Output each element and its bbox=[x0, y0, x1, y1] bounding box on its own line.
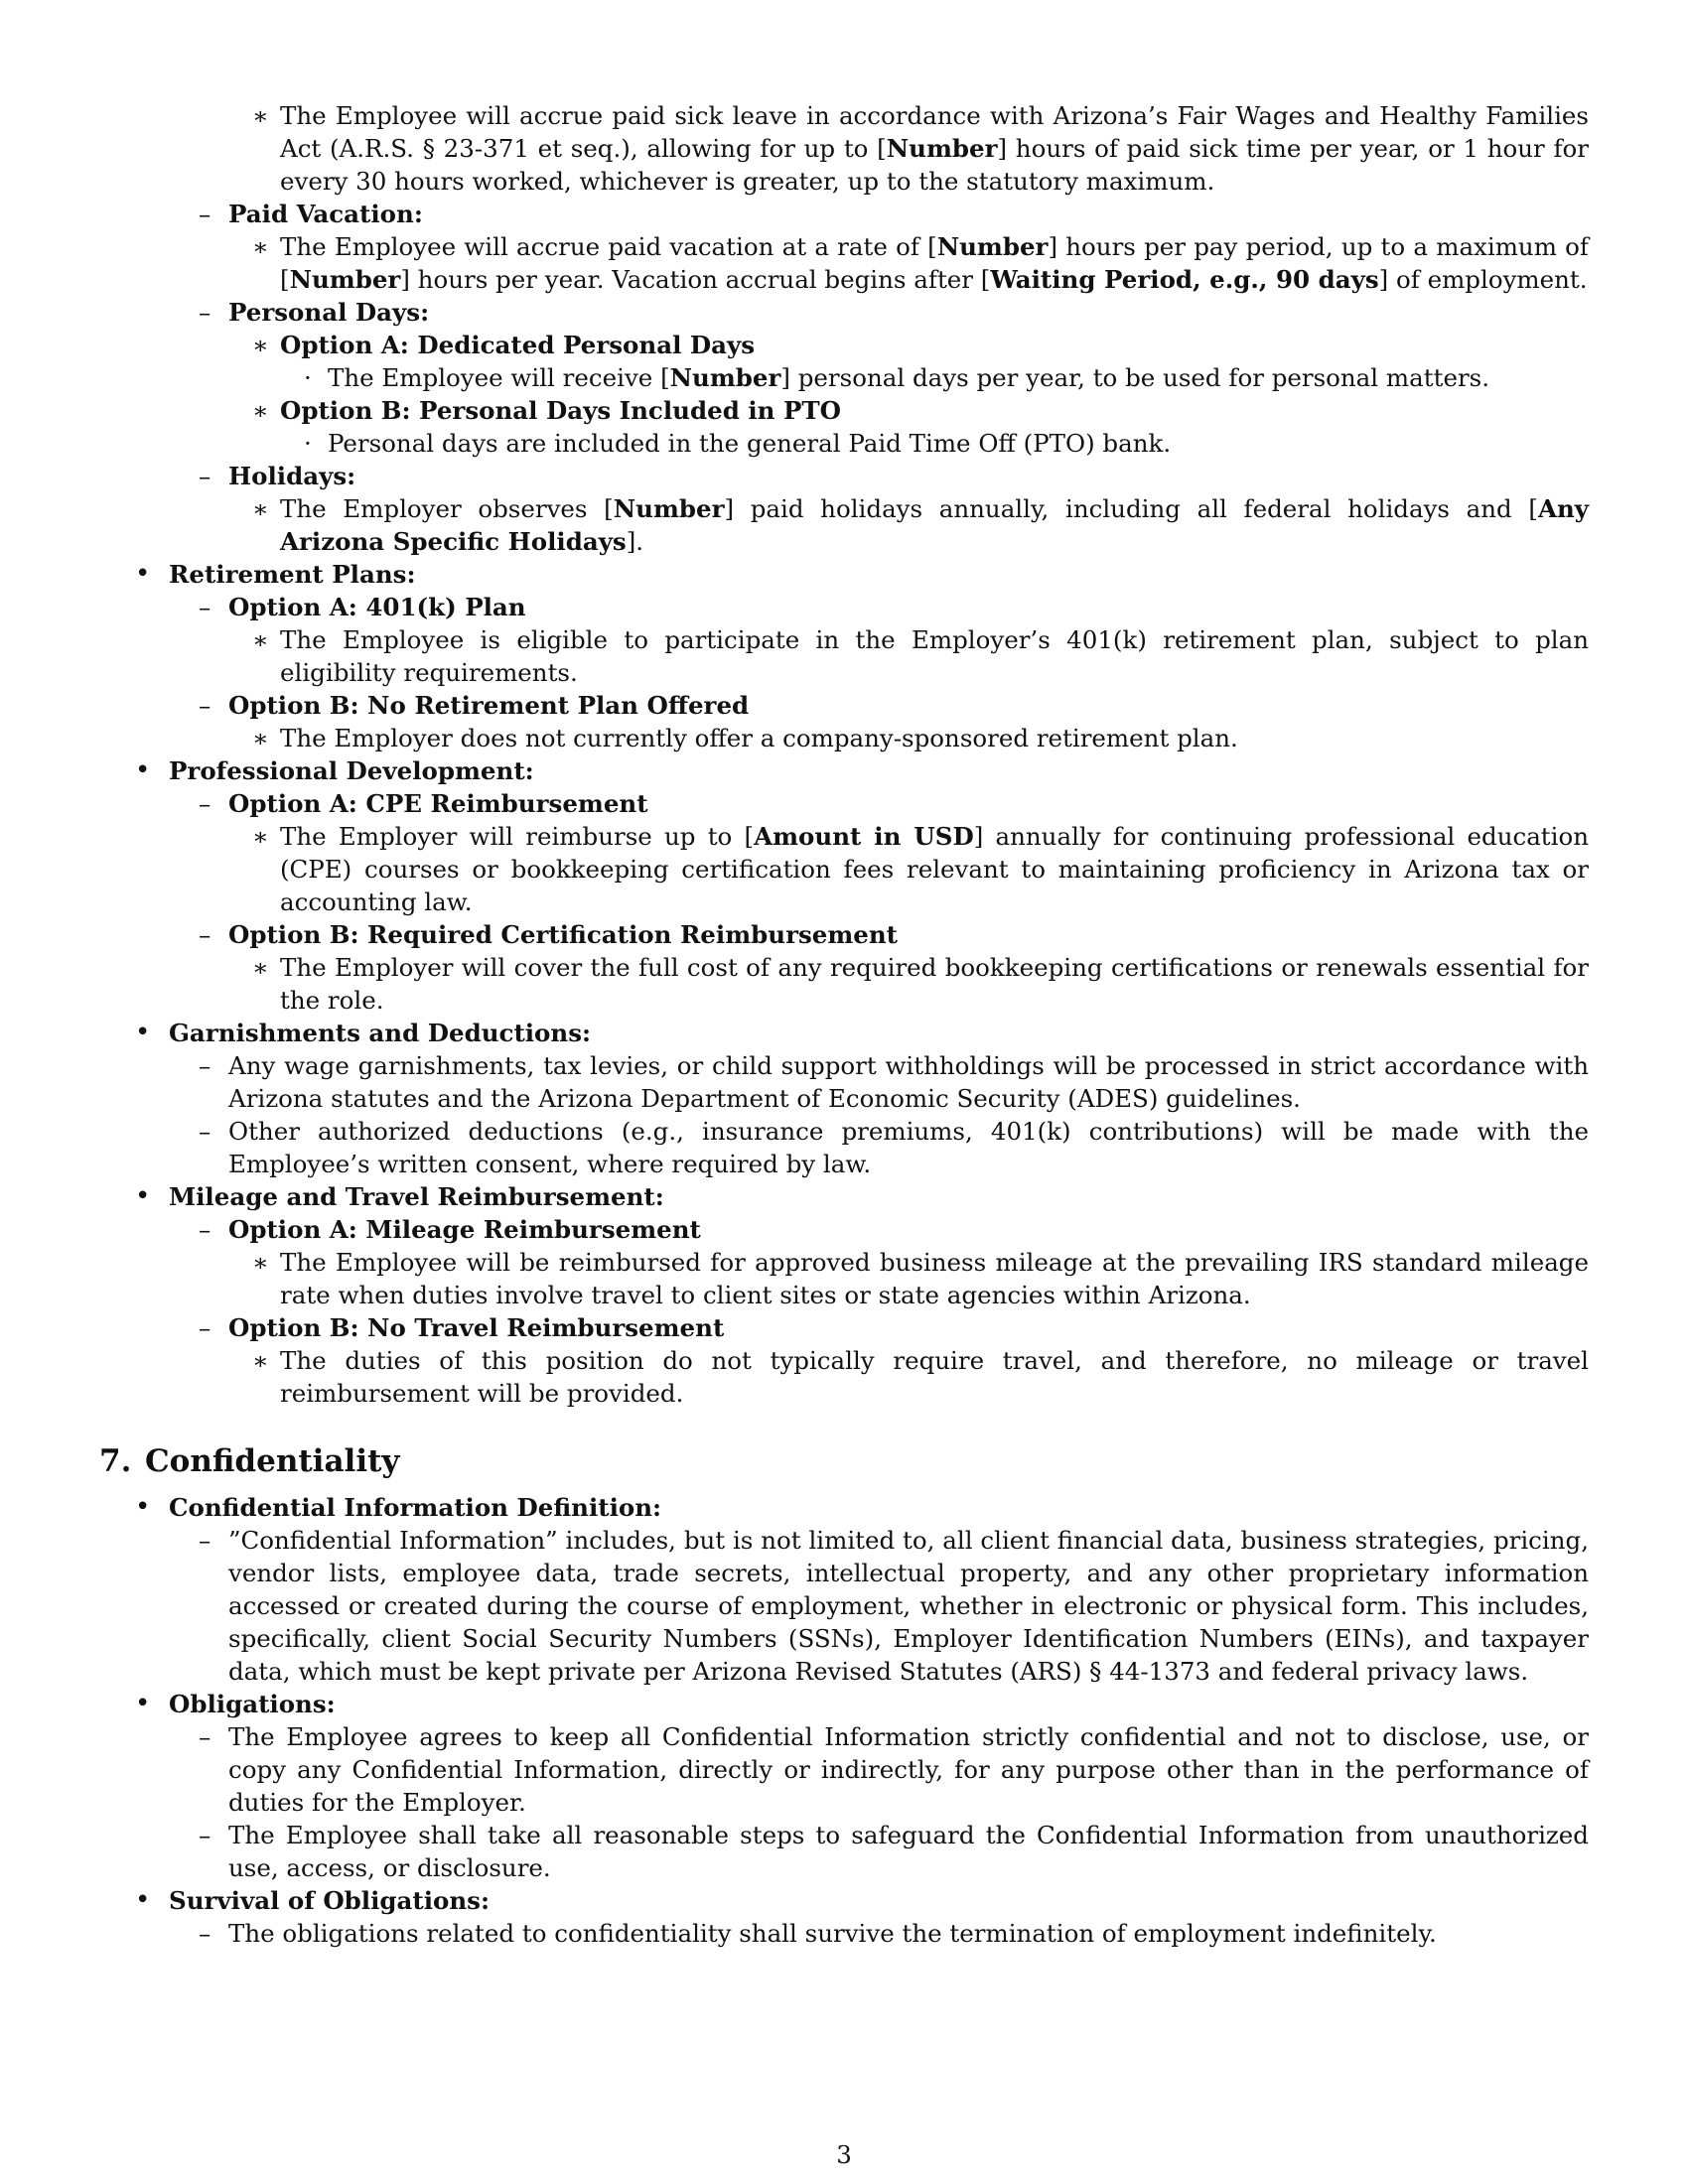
list-item-level-2 bbox=[199, 1213, 1589, 1246]
text-run: The Employee will be reimbursed for approved business mileage at the prevailing IRS standard mileage rate when duties involve travel to client sites or state agencies within Arizona. bbox=[280, 1248, 1589, 1309]
bullet-marker: – bbox=[199, 1821, 211, 1849]
list-item-level-2 bbox=[199, 198, 1589, 230]
bullet-marker: ∗ bbox=[252, 822, 269, 851]
list-item-level-3 bbox=[252, 329, 1589, 361]
bold-text: Paid Vacation: bbox=[228, 200, 423, 228]
list-item-level-2 bbox=[199, 591, 1589, 623]
bold-text: Number bbox=[289, 265, 401, 294]
list-item-level-1 bbox=[135, 1491, 1589, 1524]
bullet-marker: • bbox=[135, 1181, 151, 1211]
bullet-marker: • bbox=[135, 559, 151, 589]
bullet-marker: – bbox=[199, 1215, 211, 1244]
bullet-marker: • bbox=[135, 1018, 151, 1047]
bullet-marker: – bbox=[199, 1313, 211, 1342]
list-item-level-4 bbox=[304, 427, 1589, 460]
list-item-level-3 bbox=[252, 722, 1589, 754]
bold-text: Option A: Dedicated Personal Days bbox=[280, 331, 756, 359]
bold-text: Option B: No Retirement Plan Offered bbox=[228, 691, 750, 720]
page-content bbox=[99, 99, 1589, 1950]
bullet-marker: – bbox=[199, 691, 211, 720]
confidentiality-list bbox=[99, 1491, 1589, 1950]
text-run: ] personal days per year, to be used for personal matters. bbox=[780, 363, 1490, 392]
list-item-level-1 bbox=[135, 1688, 1589, 1720]
bold-text: Personal Days: bbox=[228, 298, 430, 327]
bullet-marker: – bbox=[199, 1722, 211, 1751]
text-run: The Employee will accrue paid vacation at a rate of [ bbox=[280, 232, 937, 261]
text-run: ] hours per pay period, up to a maximum of [ bbox=[280, 232, 1590, 294]
bullet-marker: – bbox=[199, 920, 211, 949]
page-number: 3 bbox=[836, 2140, 852, 2169]
text-run: ] paid holidays annually, including all federal holidays and [ bbox=[724, 494, 1538, 523]
list-item-level-1 bbox=[135, 1017, 1589, 1049]
bold-text: Retirement Plans: bbox=[169, 560, 416, 589]
list-item-level-4 bbox=[304, 361, 1589, 394]
text-run: The Employer will cover the full cost of any required bookkeeping certifications or renewals essential for the role. bbox=[280, 953, 1589, 1015]
bold-text: Number bbox=[669, 363, 781, 392]
bullet-marker: ∗ bbox=[252, 724, 269, 752]
bullet-marker: ∗ bbox=[252, 232, 269, 261]
text-run: Any wage garnishments, tax levies, or child support withholdings will be processed in strict accordance with Arizona statutes and the Arizona Department of Economic Security (ADES) guidelines. bbox=[228, 1051, 1589, 1113]
text-run: ]. bbox=[626, 527, 644, 556]
bold-text: Obligations: bbox=[169, 1690, 336, 1718]
list-item-level-3 bbox=[252, 99, 1589, 198]
benefits-list-continued bbox=[99, 99, 1589, 1410]
section-number: 7. bbox=[99, 1443, 132, 1479]
list-item-level-2 bbox=[199, 1524, 1589, 1688]
bullet-marker: • bbox=[135, 1492, 151, 1522]
bullet-marker: – bbox=[199, 462, 211, 490]
list-item-level-3 bbox=[252, 820, 1590, 918]
bold-text: Option A: CPE Reimbursement bbox=[228, 789, 648, 818]
list-item-level-2 bbox=[199, 296, 1589, 329]
bullet-marker: • bbox=[135, 755, 151, 785]
list-item-level-2 bbox=[199, 1819, 1589, 1884]
list-item-level-1 bbox=[135, 754, 1589, 787]
bullet-marker: • bbox=[135, 1885, 151, 1915]
bold-text: Mileage and Travel Reimbursement: bbox=[169, 1182, 664, 1211]
list-item-level-1 bbox=[135, 558, 1589, 591]
list-item-level-2 bbox=[199, 1115, 1589, 1180]
text-run: ”Confidential Information” includes, but is not limited to, all client financial data, business strategies, pricing, vendor lists, employee data, trade secrets, intellectual property, and any other proprietary information accessed or created during the course of employment, whether in electronic or physical form. This includes, specifically, client Social Security Numbers (SSNs), Employer Identification Numbers (EINs), and taxpayer data, which must be kept private per Arizona Revised Statutes (ARS) § 44-1373 and federal privacy laws. bbox=[228, 1526, 1589, 1686]
bullet-marker: ∗ bbox=[252, 331, 269, 359]
bullet-marker: ∗ bbox=[252, 953, 269, 982]
bold-text: Survival of Obligations: bbox=[169, 1886, 491, 1915]
list-item-level-1 bbox=[135, 1884, 1589, 1917]
bold-text: Waiting Period, e.g., 90 days bbox=[990, 265, 1379, 294]
list-item-level-3 bbox=[252, 394, 1589, 427]
bold-text: Number bbox=[613, 494, 725, 523]
bullet-marker: – bbox=[199, 593, 211, 621]
bold-text: Option B: Required Certification Reimbursement bbox=[228, 920, 899, 949]
bold-text: Garnishments and Deductions: bbox=[169, 1019, 592, 1047]
list-item-level-2 bbox=[199, 918, 1589, 951]
bold-text: Option B: No Travel Reimbursement bbox=[228, 1313, 725, 1342]
text-run: The Employer does not currently offer a company-sponsored retirement plan. bbox=[280, 724, 1238, 752]
list-item-level-3 bbox=[252, 1246, 1589, 1311]
list-item-level-2 bbox=[199, 1311, 1589, 1344]
text-run: The Employee is eligible to participate in the Employer’s 401(k) retirement plan, subject to plan eligibility requirements. bbox=[280, 625, 1589, 687]
list-item-level-3 bbox=[252, 623, 1589, 689]
text-run: The obligations related to confidentiality shall survive the termination of employment indefinitely. bbox=[228, 1919, 1437, 1948]
bullet-marker: – bbox=[199, 1117, 211, 1146]
bold-text: Option B: Personal Days Included in PTO bbox=[280, 396, 841, 425]
bold-text: Holidays: bbox=[228, 462, 356, 490]
list-item-level-3 bbox=[252, 1344, 1589, 1410]
list-item-level-2 bbox=[199, 787, 1589, 820]
list-item-level-2 bbox=[199, 1049, 1589, 1115]
bold-text: Any Arizona Specific Holidays bbox=[280, 494, 1590, 556]
list-item-level-2 bbox=[199, 1720, 1589, 1819]
bold-text: Amount in USD bbox=[754, 822, 974, 851]
list-item-level-3 bbox=[252, 230, 1590, 296]
section-title: Confidentiality bbox=[145, 1443, 400, 1479]
bullet-marker: – bbox=[199, 298, 211, 327]
list-item-level-2 bbox=[199, 689, 1589, 722]
bullet-marker: ∗ bbox=[252, 101, 269, 130]
text-run: The Employee shall take all reasonable steps to safeguard the Confidential Information from unauthorized use, access, or disclosure. bbox=[228, 1821, 1589, 1882]
list-item-level-2 bbox=[199, 460, 1589, 492]
text-run: ] of employment. bbox=[1378, 265, 1588, 294]
section-heading bbox=[99, 1441, 1589, 1481]
bullet-marker: · bbox=[304, 363, 312, 392]
text-run: The Employee will accrue paid sick leave in accordance with Arizona’s Fair Wages and Healthy Families Act (A.R.S. § 23-371 et seq.), allowing for up to [ bbox=[280, 101, 1589, 163]
bold-text: Confidential Information Definition: bbox=[169, 1493, 662, 1522]
bullet-marker: ∗ bbox=[252, 1346, 269, 1375]
bullet-marker: – bbox=[199, 200, 211, 228]
text-run: ] annually for continuing professional education (CPE) courses or bookkeeping certification fees relevant to maintaining proficiency in Arizona tax or accounting law. bbox=[280, 822, 1590, 916]
bullet-marker: – bbox=[199, 1051, 211, 1080]
bold-text: Number bbox=[886, 134, 998, 163]
bullet-marker: ∗ bbox=[252, 396, 269, 425]
text-run: The Employee agrees to keep all Confidential Information strictly confidential and not to disclose, use, or copy any Confidential Information, directly or indirectly, for any purpose other than in the performance of duties for the Employer. bbox=[228, 1722, 1589, 1817]
text-run: ] hours per year. Vacation accrual begins after [ bbox=[400, 265, 991, 294]
bullet-marker: • bbox=[135, 1689, 151, 1718]
text-run: The Employee will receive [ bbox=[328, 363, 670, 392]
text-run: ] hours of paid sick time per year, or 1 hour for every 30 hours worked, whichever is greater, up to the statutory maximum. bbox=[280, 134, 1589, 196]
text-run: The duties of this position do not typically require travel, and therefore, no mileage or travel reimbursement will be provided. bbox=[280, 1346, 1589, 1408]
bullet-marker: – bbox=[199, 1526, 211, 1555]
text-run: The Employer will reimburse up to [ bbox=[280, 822, 755, 851]
text-run: The Employer observes [ bbox=[280, 494, 614, 523]
bullet-marker: – bbox=[199, 789, 211, 818]
list-item-level-2 bbox=[199, 1917, 1589, 1950]
bullet-marker: ∗ bbox=[252, 625, 269, 654]
list-item-level-1 bbox=[135, 1180, 1589, 1213]
bold-text: Number bbox=[936, 232, 1049, 261]
bold-text: Option A: 401(k) Plan bbox=[228, 593, 526, 621]
bullet-marker: · bbox=[304, 429, 312, 458]
bold-text: Option A: Mileage Reimbursement bbox=[228, 1215, 701, 1244]
list-item-level-3 bbox=[252, 492, 1590, 558]
list-item-level-3 bbox=[252, 951, 1589, 1017]
text-run: Other authorized deductions (e.g., insurance premiums, 401(k) contributions) will be made with the Employee’s written consent, where required by law. bbox=[228, 1117, 1589, 1178]
bullet-marker: – bbox=[199, 1919, 211, 1948]
bullet-marker: ∗ bbox=[252, 1248, 269, 1277]
text-run: Personal days are included in the general Paid Time Off (PTO) bank. bbox=[328, 429, 1172, 458]
bullet-marker: ∗ bbox=[252, 494, 269, 523]
bold-text: Professional Development: bbox=[169, 756, 534, 785]
